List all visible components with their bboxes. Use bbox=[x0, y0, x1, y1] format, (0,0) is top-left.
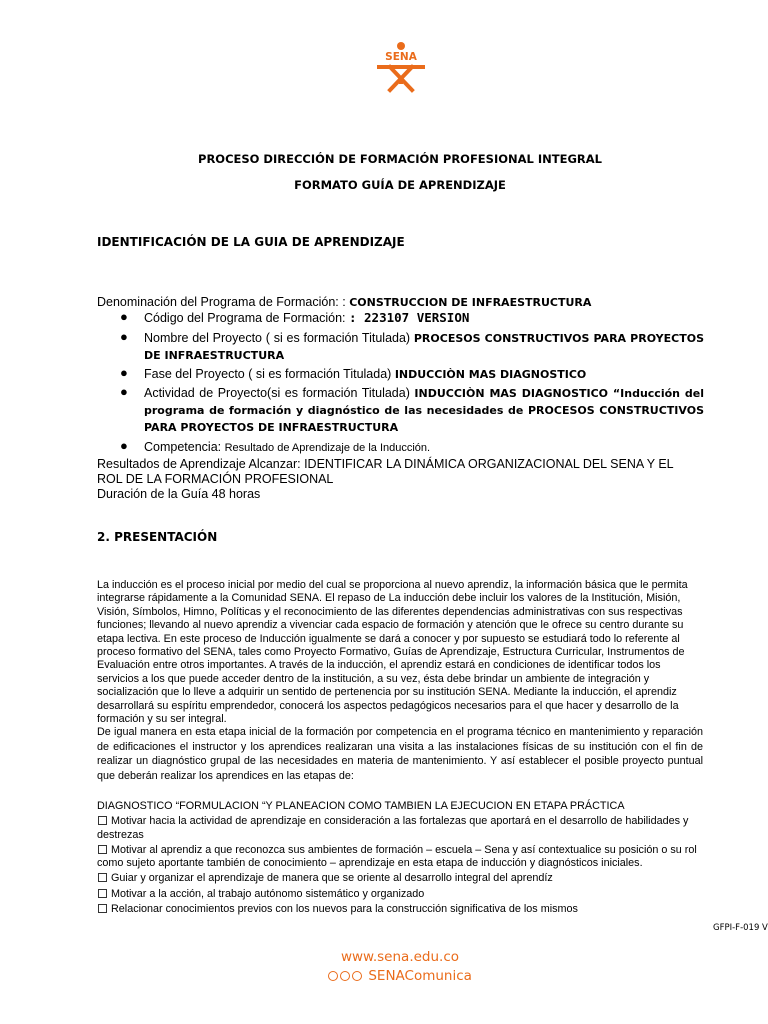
bullet-icon: ● bbox=[120, 309, 128, 324]
diagnostic-title: DIAGNOSTICO “FORMULACION “Y PLANEACION COMO TAMBIEN LA EJECUCION EN ETAPA PRÁCTICA bbox=[97, 800, 625, 812]
diagnostic-block bbox=[97, 800, 703, 918]
program-value: CONSTRUCCION DE INFRAESTRUCTURA bbox=[349, 296, 592, 309]
program-label: Denominación del Programa de Formación: : bbox=[97, 295, 350, 309]
competency-value: Resultado de Aprendizaje de la Inducción. bbox=[224, 442, 431, 454]
learning-results: Resultados de Aprendizaje Alcanzar: IDENTIFICAR LA DINÁMICA ORGANIZACIONAL DEL SENA Y EL ROL DE LA FORMACIÓN PROFESIONAL bbox=[97, 457, 674, 486]
list-item: ● Competencia: Resultado de Aprendizaje de la Inducción. bbox=[120, 438, 431, 454]
svg-text:SENA: SENA bbox=[385, 51, 417, 63]
program-code: : 223107 VERSION bbox=[348, 310, 470, 325]
list-item: ● Código del Programa de Formación: : 223107 VERSION bbox=[120, 309, 470, 325]
document-code: GFPI-F-019 V bbox=[713, 923, 768, 933]
bullet-icon: ● bbox=[120, 438, 128, 453]
list-item: ● Nombre del Proyecto ( si es formación Titulada) PROCESOS CONSTRUCTIVOS PARA PROYECTOS DE INFRAESTRUCTURA bbox=[120, 329, 704, 362]
process-title: PROCESO DIRECCIÓN DE FORMACIÓN PROFESIONAL INTEGRAL bbox=[198, 152, 602, 166]
checkbox-icon bbox=[98, 889, 107, 898]
checklist-item: Relacionar conocimientos previos con los nuevos para la construcción significativa de los mismos bbox=[97, 903, 703, 916]
guide-duration: Duración de la Guía 48 horas bbox=[97, 487, 261, 501]
project-name: PROCESOS CONSTRUCTIVOS PARA PROYECTOS DE INFRAESTRUCTURA bbox=[144, 332, 704, 362]
identification-heading: IDENTIFICACIÓN DE LA GUIA DE APRENDIZAJE bbox=[97, 235, 405, 249]
list-item: ● Fase del Proyecto ( si es formación Titulada) INDUCCIÒN MAS DIAGNOSTICO bbox=[120, 365, 587, 381]
checklist-item: Guiar y organizar el aprendizaje de manera que se oriente al desarrollo integral del aprendíz bbox=[97, 872, 703, 885]
project-activity: INDUCCIÒN MAS DIAGNOSTICO “Inducción del programa de formación y diagnóstico de las necesidades de PROCESOS CONSTRUCTIVOS PARA PROYECTOS DE INFRAESTRUCTURA bbox=[144, 387, 704, 434]
website-link[interactable]: www.sena.edu.co bbox=[340, 949, 460, 965]
format-title: FORMATO GUÍA DE APRENDIZAJE bbox=[294, 178, 506, 192]
cc-license-icon bbox=[328, 971, 338, 981]
list-item: ● Actividad de Proyecto(si es formación Titulada) INDUCCIÒN MAS DIAGNOSTICO “Inducción del programa de formación y diagnóstico de las necesidades de PROCESOS CONSTRUCTIVOS PARA PROYECTOS DE INFRAESTRUCTURA bbox=[120, 384, 704, 434]
bullet-icon: ● bbox=[120, 329, 128, 344]
presentation-paragraph-2: De igual manera en esta etapa inicial de la formación por competencia en el programa técnico en mantenimiento y reparación de edificaciones el instructor y los aprendices realizaran una visita a las instalaciones físicas de su institución con el fin de realizar un diagnóstico grupal de las necesidades en materia de mantenimiento. Y así establecer el posible proyecto puntual que deberán realizar los aprendices en las etapas de: bbox=[97, 726, 703, 782]
checklist-item: Motivar a la acción, al trabajo autónomo sistemático y organizado bbox=[97, 888, 703, 901]
sena-logo bbox=[372, 40, 430, 94]
presentation-heading: 2. PRESENTACIÓN bbox=[97, 530, 218, 544]
checkbox-icon bbox=[98, 816, 107, 825]
checkbox-icon bbox=[98, 904, 107, 913]
nc-license-icon bbox=[352, 971, 362, 981]
social-line bbox=[0, 968, 768, 984]
program-name-line bbox=[97, 295, 591, 309]
checkbox-icon bbox=[98, 873, 107, 882]
checklist-item: Motivar al aprendiz a que reconozca sus ambientes de formación – escuela – Sena y así contextualice su posición o su rol como sujeto aportante también de conocimiento – aprendizaje en esta etapa de inducción y diagnósticos iniciales. bbox=[97, 843, 697, 870]
social-handle[interactable]: SENAComunica bbox=[368, 968, 472, 984]
project-phase: INDUCCIÒN MAS DIAGNOSTICO bbox=[394, 368, 587, 381]
checklist-item: Motivar hacia la actividad de aprendizaje en consideración a las fortalezas que aportará en el desarrollo de habilidades y destrezas bbox=[97, 815, 689, 841]
bullet-icon: ● bbox=[120, 384, 128, 399]
by-license-icon bbox=[340, 971, 350, 981]
bullet-icon: ● bbox=[120, 365, 128, 380]
program-details-list bbox=[120, 310, 704, 456]
presentation-paragraph-1: La inducción es el proceso inicial por medio del cual se proporciona al nuevo aprendiz, la información básica que le permita integrarse rápidamente a la Comunidad SENA. El repaso de La inducción debe incluir los valores de la Institución, Misión, Visión, Símbolos, Himno, Políticas y el reconocimiento de las diferentes dependencias administrativas con sus respectivas funciones; llevando al nuevo aprendiz a vivenciar cada espacio de formación y atención que le ofrece su centro durante su etapa lectiva. En este proceso de Inducción igualmente se dará a conocer y por supuesto se estudiará todo lo referente al proceso formativo del SENA, tales como Proyecto Formativo, Guías de Aprendizaje, Estructura Curricular, Instrumentos de Evaluación entre otros importantes. A través de la inducción, el aprendiz estará en condiciones de identificar todos los servicios a los que puede acceder dentro de la institución, a su vez, ésta debe brindar un ambiente de integración y socialización que lo lleve a adquirir un sentido de pertenencia por su institución SENA. Mediante la inducción, el aprendiz desarrollará su espíritu emprendedor, conocerá los aspectos pedagógicos necesarios para el que hacer y desarrollo de la formación y su ser integral. bbox=[97, 579, 688, 726]
checkbox-icon bbox=[98, 845, 107, 854]
